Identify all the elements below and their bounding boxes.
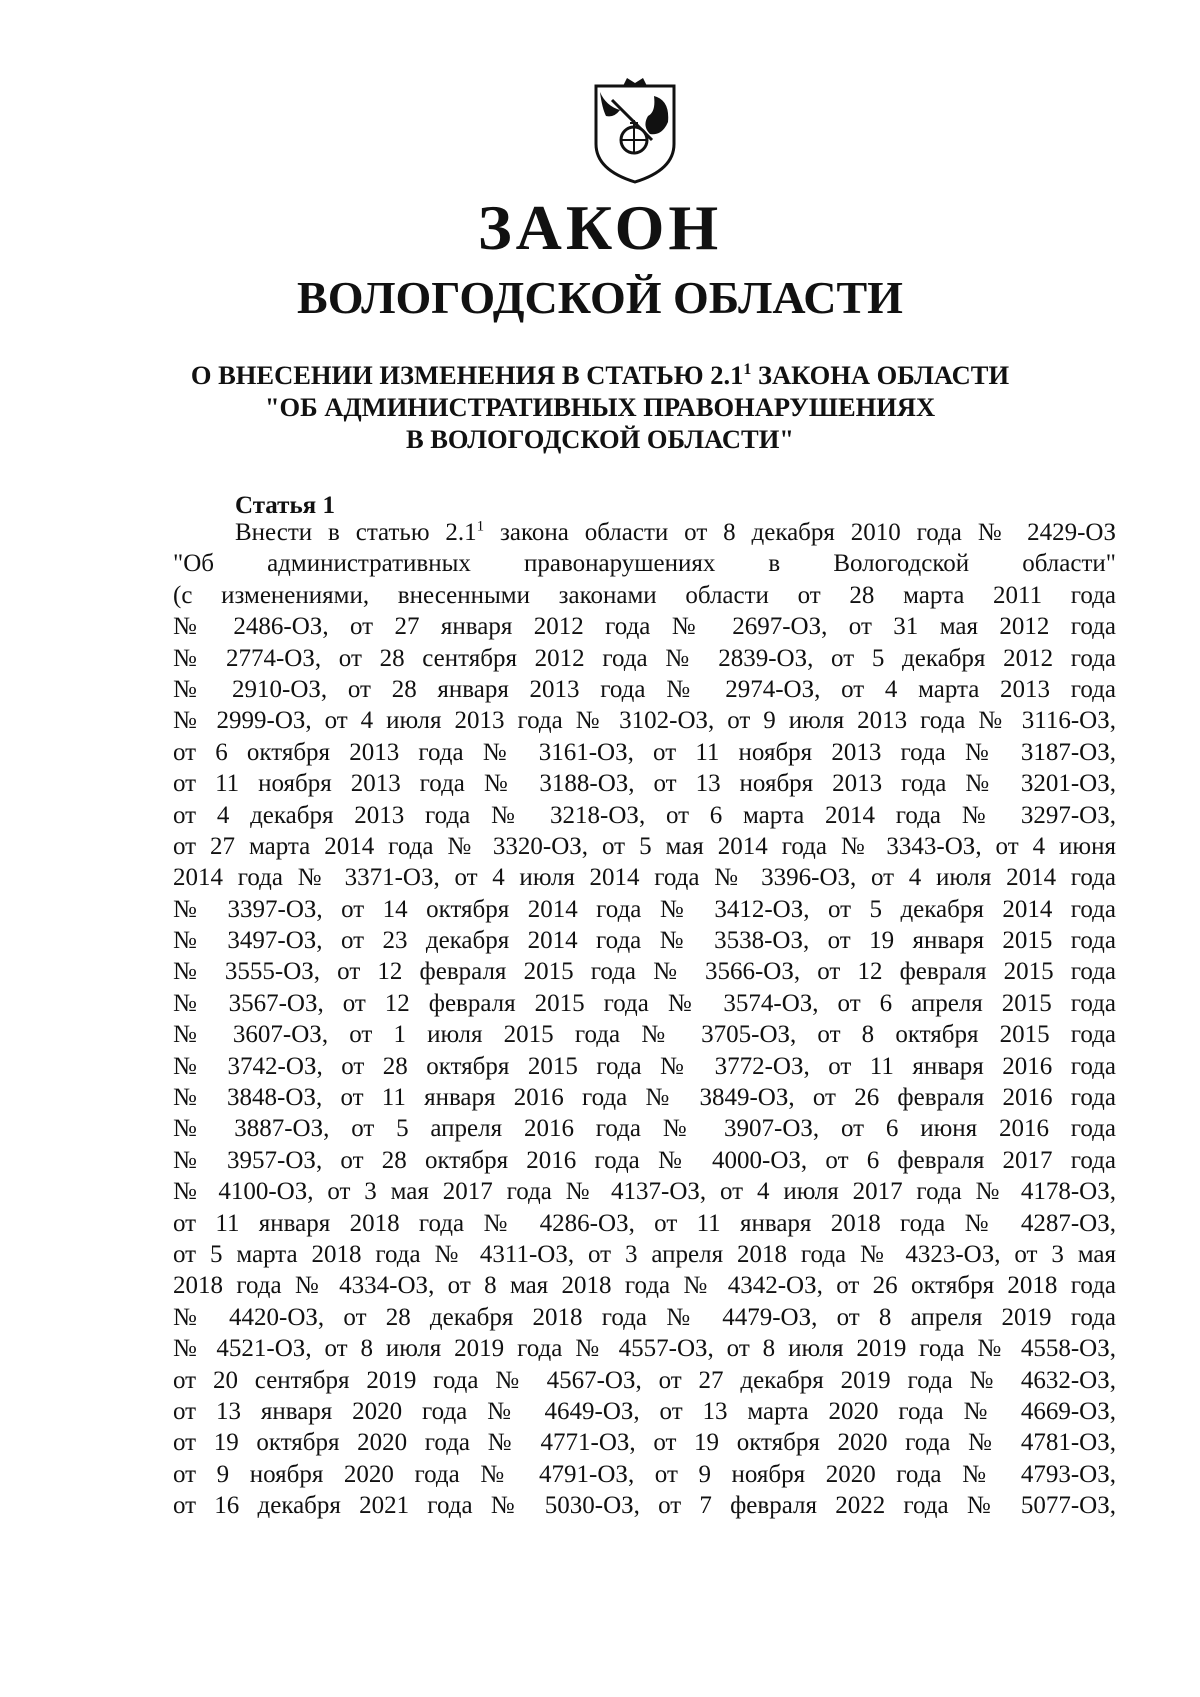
article-body — [173, 517, 1116, 1522]
article-line: № 4100-ОЗ, от 3 мая 2017 года № 4137-ОЗ, от 4 июля 2017 года № 4178-ОЗ, — [173, 1178, 1116, 1206]
article-line: № 3607-ОЗ, от 1 июля 2015 года № 3705-ОЗ, от 8 октября 2015 года — [173, 1021, 1116, 1049]
article-line: Внести в статью $2.1^1$ закона области от 8 декабря 2010 года № 2429-ОЗ — [235, 518, 1116, 546]
document-region: ВОЛОГОДСКОЙ ОБЛАСТИ — [297, 272, 903, 323]
article-line: № 4521-ОЗ, от 8 июля 2019 года № 4557-ОЗ, от 8 июля 2019 года № 4558-ОЗ, — [173, 1335, 1116, 1363]
article-line: "Об административных правонарушениях в Вологодской области" — [173, 550, 1116, 578]
article-line: № 4420-ОЗ, от 28 декабря 2018 года № 4479-ОЗ, от 8 апреля 2019 года — [173, 1303, 1116, 1331]
article-line: № 2999-ОЗ, от 4 июля 2013 года № 3102-ОЗ, от 9 июля 2013 года № 3116-ОЗ, — [173, 707, 1116, 735]
subtitle-line-2: "ОБ АДМИНИСТРАТИВНЫХ ПРАВОНАРУШЕНИЯХ — [264, 391, 936, 422]
article-line: от 20 сентября 2019 года № 4567-ОЗ, от 27 декабря 2019 года № 4632-ОЗ, — [173, 1366, 1116, 1394]
subtitle-line-1: О ВНЕСЕНИИ ИЗМЕНЕНИЯ В СТАТЬЮ $2.1^1$ ЗАКОНА ОБЛАСТИ — [190, 359, 1010, 390]
article-line: № 3555-ОЗ, от 12 февраля 2015 года № 3566-ОЗ, от 12 февраля 2015 года — [173, 958, 1116, 986]
subtitle-line-3: В ВОЛОГОДСКОЙ ОБЛАСТИ" — [405, 423, 795, 454]
article-line: № 3497-ОЗ, от 23 декабря 2014 года № 3538-ОЗ, от 19 января 2015 года — [173, 927, 1116, 955]
article-line: от 27 марта 2014 года № 3320-ОЗ, от 5 мая 2014 года № 3343-ОЗ, от 4 июня — [173, 832, 1116, 860]
article-line: от 11 января 2018 года № 4286-ОЗ, от 11 января 2018 года № 4287-ОЗ, — [173, 1209, 1116, 1237]
document-title: ЗАКОН — [477, 192, 723, 263]
article-line: от 19 октября 2020 года № 4771-ОЗ, от 19 октября 2020 года № 4781-ОЗ, — [173, 1429, 1116, 1457]
article-line: № 3848-ОЗ, от 11 января 2016 года № 3849-ОЗ, от 26 февраля 2016 года — [173, 1084, 1116, 1112]
article-line: от 4 декабря 2013 года № 3218-ОЗ, от 6 марта 2014 года № 3297-ОЗ, — [173, 801, 1116, 829]
article-line: от 9 ноября 2020 года № 4791-ОЗ, от 9 ноября 2020 года № 4793-ОЗ, — [173, 1460, 1116, 1488]
article-line: от 6 октября 2013 года № 3161-ОЗ, от 11 ноября 2013 года № 3187-ОЗ, — [173, 738, 1116, 766]
article-line: № 3887-ОЗ, от 5 апреля 2016 года № 3907-ОЗ, от 6 июня 2016 года — [173, 1115, 1116, 1143]
article-line: № 3742-ОЗ, от 28 октября 2015 года № 3772-ОЗ, от 11 января 2016 года — [173, 1052, 1116, 1080]
article-line: № 3567-ОЗ, от 12 февраля 2015 года № 3574-ОЗ, от 6 апреля 2015 года — [173, 989, 1116, 1017]
article-line: от 13 января 2020 года № 4649-ОЗ, от 13 марта 2020 года № 4669-ОЗ, — [173, 1397, 1116, 1425]
vologda-coat-of-arms-icon — [590, 78, 680, 186]
article-line: № 3957-ОЗ, от 28 октября 2016 года № 4000-ОЗ, от 6 февраля 2017 года — [173, 1146, 1116, 1174]
article-line: № 2910-ОЗ, от 28 января 2013 года № 2974-ОЗ, от 4 марта 2013 года — [173, 675, 1116, 703]
article-line: № 2486-ОЗ, от 27 января 2012 года № 2697-ОЗ, от 31 мая 2012 года — [173, 613, 1116, 641]
article-line: 2014 года № 3371-ОЗ, от 4 июля 2014 года № 3396-ОЗ, от 4 июля 2014 года — [173, 864, 1116, 892]
article-line: № 2774-ОЗ, от 28 сентября 2012 года № 2839-ОЗ, от 5 декабря 2012 года — [173, 644, 1116, 672]
article-line: от 11 ноября 2013 года № 3188-ОЗ, от 13 ноября 2013 года № 3201-ОЗ, — [173, 770, 1116, 798]
article-line: (с изменениями, внесенными законами области от 28 марта 2011 года — [173, 581, 1116, 609]
law-subtitle — [150, 354, 1050, 455]
article-line: от 16 декабря 2021 года № 5030-ОЗ, от 7 февраля 2022 года № 5077-ОЗ, — [173, 1492, 1116, 1520]
article-line: от 5 марта 2018 года № 4311-ОЗ, от 3 апреля 2018 года № 4323-ОЗ, от 3 мая — [173, 1240, 1116, 1268]
article-heading: Статья 1 — [235, 492, 335, 519]
article-line: 2018 года № 4334-ОЗ, от 8 мая 2018 года № 4342-ОЗ, от 26 октября 2018 года — [173, 1272, 1116, 1300]
article-line: № 3397-ОЗ, от 14 октября 2014 года № 3412-ОЗ, от 5 декабря 2014 года — [173, 895, 1116, 923]
